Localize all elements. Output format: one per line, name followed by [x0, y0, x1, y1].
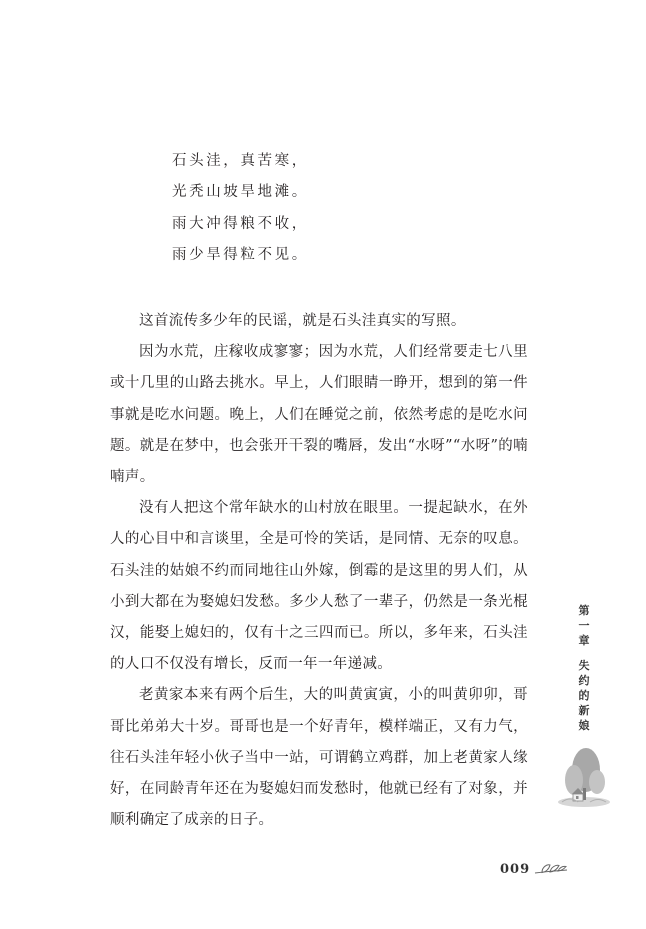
chapter-number-char: 一	[578, 619, 590, 632]
chapter-title-char: 约	[578, 674, 590, 687]
verse-line: 光秃山坡旱地滩。	[172, 184, 309, 201]
chapter-title-char: 失	[578, 659, 590, 672]
village-tree-illustration-icon	[556, 744, 612, 808]
chapter-title-char: 新	[578, 704, 590, 717]
leaf-ornament-icon	[534, 863, 568, 877]
verse-line: 石头洼，真苦寒，	[172, 153, 309, 169]
paragraph: 因为水荒，庄稼收成寥寥；因为水荒，人们经常要走七八里或十几里的山路去挑水。早上，人们眼睛一睁开，想到的第一件事就是吃水问题。晚上，人们在睡觉之前，依然考虑的是吃水问题。就是在梦中，也会张开干裂的嘴唇，发出“水呀”“水呀”的喃喃声。	[110, 344, 528, 486]
page-number: 009	[500, 862, 531, 877]
chapter-number-char: 第	[578, 604, 590, 617]
page-footer	[500, 862, 568, 877]
paragraph: 没有人把这个常年缺水的山村放在眼里。一提起缺水，在外人的心目中和言谈里，全是可怜的笑话，是同情、无奈的叹息。石头洼的姑娘不约而同地往山外嫁，倒霉的是这里的男人们，从小到大都在为娶媳妇发愁。多少人愁了一辈子，仍然是一条光棍汉，能娶上媳妇的，仅有十之三四而已。所以，多年来，石头洼的人口不仅没有增长，反而一年一年递减。	[110, 500, 528, 673]
chapter-number-char: 章	[578, 634, 590, 647]
folk-verse	[172, 150, 309, 275]
paragraph: 老黄家本来有两个后生，大的叫黄寅寅，小的叫黄卯卯，哥哥比弟弟大十岁。哥哥也是一个好青年，模样端正，又有力气，往石头洼年轻小伙子当中一站，可谓鹤立鸡群，加上老黄家人缘好，在同龄青年还在为娶媳妇而发愁时，他就已经有了对象，并顺利确定了成亲的日子。	[110, 687, 528, 829]
body-text	[110, 306, 528, 836]
paragraph: 这首流传多少年的民谣，就是石头洼真实的写照。	[139, 313, 466, 329]
verse-line: 雨少旱得粒不见。	[172, 246, 309, 263]
chapter-side-tab	[562, 604, 606, 808]
chapter-title-char: 娘	[578, 719, 590, 732]
chapter-title-char: 的	[578, 689, 590, 702]
verse-line: 雨大冲得粮不收，	[172, 215, 309, 232]
